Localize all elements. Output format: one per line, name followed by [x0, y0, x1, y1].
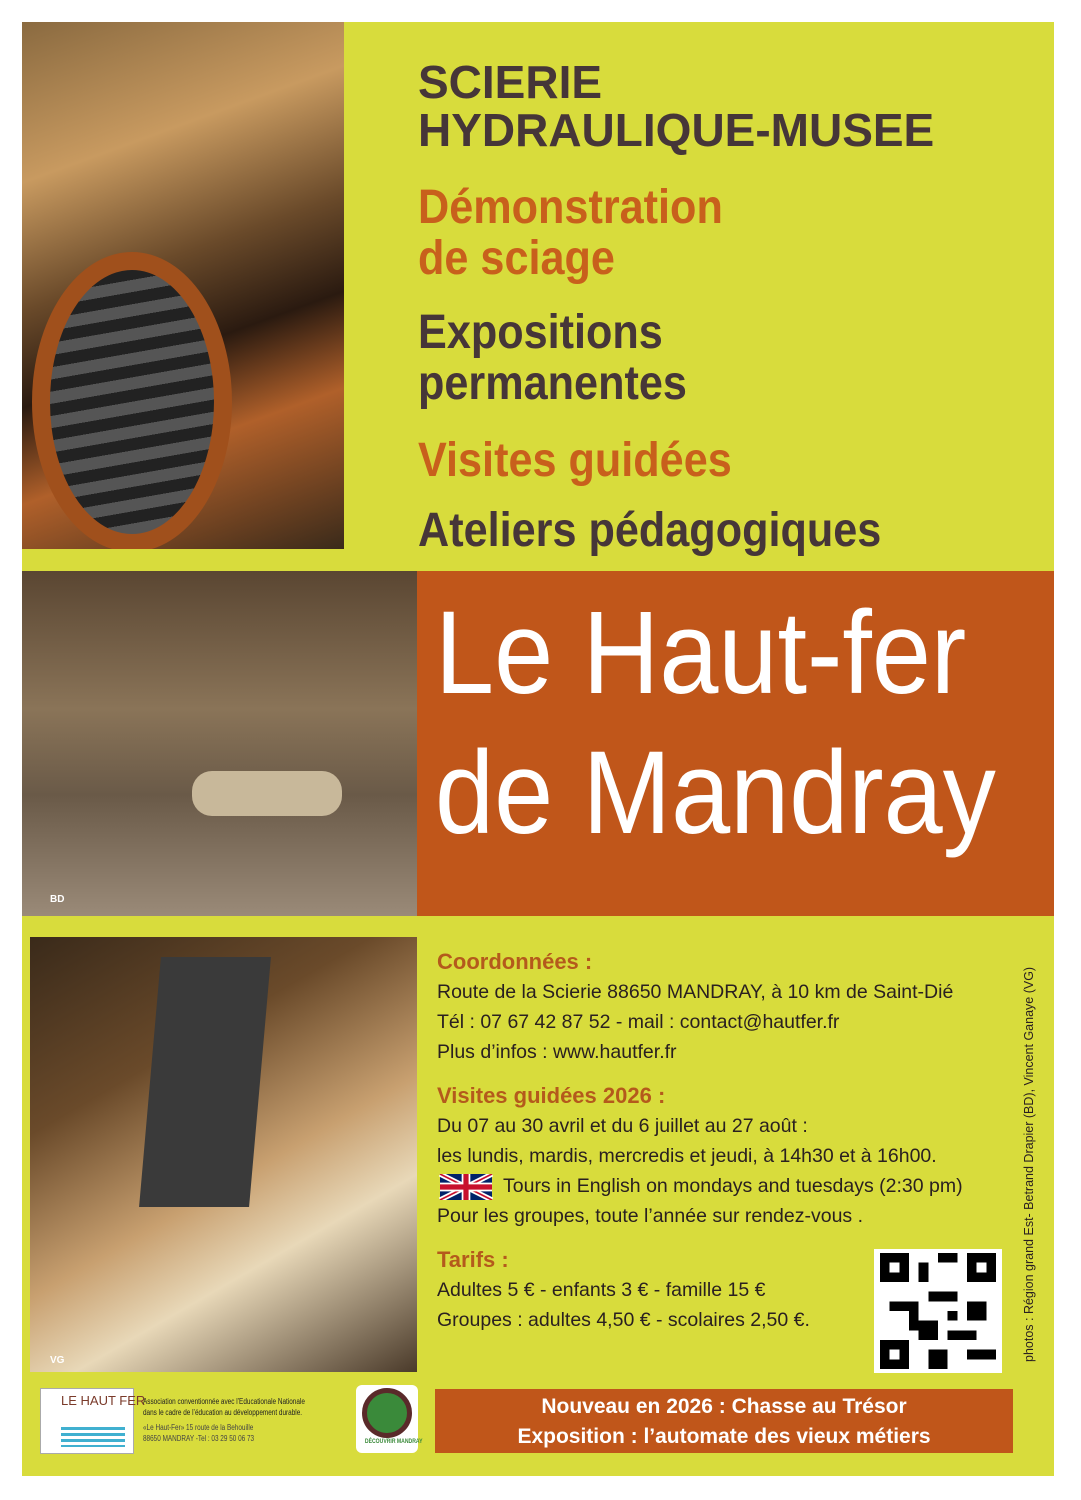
tarifs-title: Tarifs : [437, 1247, 509, 1272]
poster [22, 22, 1054, 1476]
association-info: Association conventionnée avec l’Educationale Nationale dans le cadre de l’éducation au développement durable. «Le Haut-Fer» 15 route de la Behouille 88650 MANDRAY -Tel : 03 29 50 06 73 [143, 1397, 305, 1443]
photo-credit-bd: BD [50, 894, 65, 905]
visits-title: Visites guidées 2026 : [437, 1083, 666, 1108]
decouvrir-mandray-logo [356, 1385, 423, 1453]
workshops-heading: Ateliers pédagogiques [418, 504, 882, 557]
museum-heading: SCIERIE HYDRAULIQUE-MUSEE [418, 56, 935, 157]
contact: Tél : 07 67 42 87 52 - mail : contact@hautfer.fr [437, 1011, 840, 1033]
visits-heading: Visites guidées [418, 434, 732, 487]
address: Route de la Scierie 88650 MANDRAY, à 10 km de Saint-Dié [437, 981, 954, 1003]
english-tours: Tours in English on mondays and tuesdays (2:30 pm) [437, 1171, 963, 1201]
qr-code[interactable] [874, 1249, 1002, 1373]
tarifs-line1: Adultes 5 € - enfants 3 € - famille 15 € [437, 1279, 766, 1301]
title-band [417, 571, 1054, 916]
expo-heading: Expositions permanentes [418, 306, 687, 411]
saw-blade-photo [30, 937, 417, 1372]
water-wheel-photo [22, 22, 344, 549]
uk-flag-icon [437, 1174, 495, 1200]
decouvrir-mandray-label: DÉCOUVRIR MANDRAY [364, 1439, 423, 1445]
photo-credits: photos : Région grand Est- Betrand Drapier (BD), Vincent Ganaye (VG) [1022, 966, 1036, 1362]
visit-dates: Du 07 au 30 avril et du 6 juillet au 27 août : [437, 1115, 808, 1137]
haut-fer-logo: LE HAUT FER [40, 1388, 134, 1454]
title-line1: Le Haut-fer [435, 587, 967, 719]
demo-heading: Démonstration de sciage [418, 181, 723, 286]
coord-title: Coordonnées : [437, 949, 593, 974]
visit-days: les lundis, mardis, mercredis et jeudi, à 14h30 et à 16h00. [437, 1145, 937, 1167]
groups: Pour les groupes, toute l’année sur rendez-vous . [437, 1205, 864, 1227]
photo-credit-vg: VG [50, 1355, 65, 1366]
sawmill-interior-photo [22, 571, 417, 916]
tarifs-line2: Groupes : adultes 4,50 € - scolaires 2,50 €. [437, 1309, 810, 1331]
title-line2: de Mandray [435, 727, 996, 859]
website: Plus d’infos : www.hautfer.fr [437, 1041, 677, 1063]
news-banner: Nouveau en 2026 : Chasse au Trésor Exposition : l’automate des vieux métiers [435, 1389, 1013, 1453]
